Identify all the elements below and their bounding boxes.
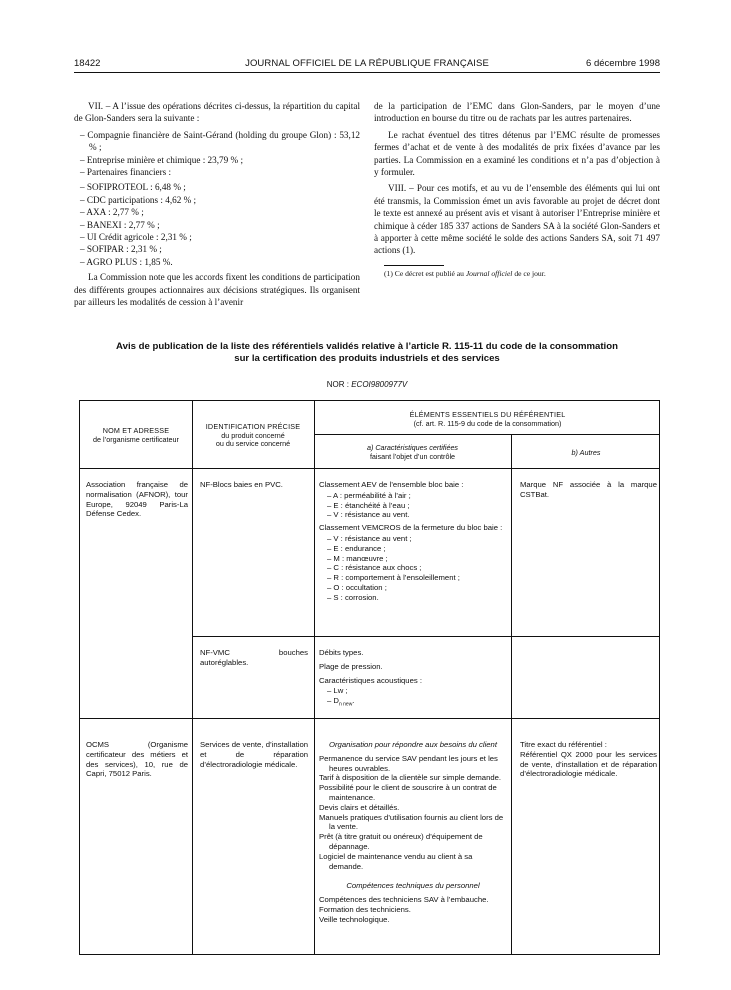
header-essential-elements: ÉLÉMENTS ESSENTIELS DU RÉFÉRENTIEL (cf. art. R. 115-9 du code de la consommation) [409, 410, 566, 428]
section-heading: Organisation pour répondre aux besoins du client [329, 740, 497, 749]
org-afnor: Association française de normalisation (AFNOR), tour Europe, 92049 Paris-La Défense Cedex. [86, 480, 188, 519]
notice-title-line: sur la certification des produits industriels et des services [234, 353, 500, 364]
list-item: – SOFIPROTEOL : 6,48 % ; [80, 181, 360, 193]
list-item: – AGRO PLUS : 1,85 %. [80, 256, 360, 268]
list-item: – A : perméabilité à l’air ; [327, 491, 507, 501]
list-item: – V : résistance au vent ; [327, 534, 507, 544]
list-item: Prêt (à titre gratuit ou onéreux) d’équipement de dépannage. [319, 832, 483, 851]
right-column [374, 100, 660, 279]
left-column [74, 100, 360, 313]
vmc-characteristics: Débits types. Plage de pression. Caractéristiques acoustiques : – Lw ; – $D_{n new}$. [319, 648, 507, 714]
notice-title [74, 341, 660, 365]
page-number: 18422 [74, 58, 101, 69]
list-item: – V : résistance au vent. [327, 510, 507, 520]
list-item: – E : endurance ; [327, 544, 507, 554]
product-nf-blocs-baies: NF-Blocs baies en PVC. [200, 480, 283, 489]
notice-title-line: Avis de publication de la liste des référentiels validés relative à l’article R. 115-11 du code de la consommation [116, 341, 618, 352]
table-divider [192, 401, 193, 954]
table-divider [511, 434, 512, 954]
referentials-table [79, 400, 660, 955]
table-divider [314, 401, 315, 954]
footnote-rule [384, 265, 444, 266]
list-item: – S : corrosion. [327, 593, 507, 603]
header-others: b) Autres [571, 448, 601, 457]
table-divider [80, 718, 659, 719]
list-item: – Entreprise minière et chimique : 23,79 % ; [80, 154, 360, 166]
header-rule [74, 72, 660, 73]
product-nf-vmc: NF-VMC bouches autoréglables. [200, 648, 308, 667]
list-item: Tarif à disposition de la clientèle sur simple demande. [319, 773, 502, 783]
list-item: Manuels pratiques d’utilisation fournis au client lors de la vente. [319, 812, 504, 832]
list-item: Compétences des techniciens SAV à l’embauche. [319, 895, 489, 905]
list-item: – E : étanchéité à l’eau ; [327, 501, 507, 511]
paragraph-buyback: Le rachat éventuel des titres détenus par l’EMC résulte de promesses fermes d’achat et de vente à des modalités de prix fixées d’avance par les parties. La Commission en a examiné les conditions et n’a pas d’objection à y formuler. [374, 129, 660, 178]
ocms-characteristics [319, 740, 507, 925]
list-item: – UI Crédit agricole : 2,31 % ; [80, 231, 360, 243]
header-organisation: NOM ET ADRESSE de l’organisme certificateur [93, 426, 179, 444]
section-heading: Compétences techniques du personnel [346, 881, 480, 891]
table-divider [80, 468, 659, 469]
list-item: – CDC participations : 4,62 % ; [80, 194, 360, 206]
table-divider [192, 636, 659, 637]
list-item: Devis clairs et détaillés. [319, 802, 400, 812]
org-ocms: OCMS (Organisme certificateur des métiers et des services), 10, rue de Capri, 75012 Paris. [86, 740, 188, 779]
header-certified-characteristics: a) Caractéristiques certifiées faisant l’objet d’un contrôle [366, 443, 459, 461]
afnor-other: Marque NF associée à la marque CSTBat. [520, 480, 657, 499]
capital-distribution-list [80, 129, 360, 179]
aev-classification-list [327, 491, 507, 520]
list-item: – M : manœuvre ; [327, 554, 507, 564]
list-item: – $D_{n new}$. [327, 696, 507, 710]
table-divider [314, 434, 659, 435]
financial-partners-list [80, 181, 360, 268]
paragraph-viii: VIII. – Pour ces motifs, et au vu de l’ensemble des éléments qui lui ont été transmis, la Commission émet un avis favorable au projet de décret dont le texte est annexé au présent avis et visant à autoriser l’Entreprise minière et chimique à céder 185 337 actions de Sanders SA à la société Glon-Sanders et à apporter à cette même société le solde des actions Sanders SA, soit 71 497 actions (1). [374, 183, 660, 256]
list-item: – Lw ; [327, 686, 507, 696]
issue-date: 6 décembre 1998 [586, 58, 660, 69]
list-item: – AXA : 2,77 % ; [80, 206, 360, 218]
footnote: (1) Ce décret est publié au Journal officiel de ce jour. [384, 268, 546, 278]
list-item: Logiciel de maintenance vendu au client à sa demande. [319, 851, 473, 871]
list-item: Permanence du service SAV pendant les jours et les heures ouvrables. [319, 753, 498, 773]
vemcros-classification-list [327, 534, 507, 603]
ocms-other: Titre exact du référentiel : Référentiel QX 2000 pour les services de vente, d’installation et de réparation d’électroradiologie médicale. [520, 740, 657, 779]
nor-reference: NOR : ECOI9800977V [326, 380, 408, 389]
list-item: Possibilité pour le client de souscrire à un contrat de maintenance. [319, 783, 497, 802]
paragraph-continuation: de la participation de l’EMC dans Glon-Sanders, par le moyen d’une introduction en bourse du titre ou de rachats par les autres partenaires. [374, 101, 660, 124]
header-identification: IDENTIFICATION PRÉCISE du produit concerné ou du service concerné [205, 422, 301, 449]
list-item: – BANEXI : 2,77 % ; [80, 219, 360, 231]
list-item: – Compagnie financière de Saint-Gérand (holding du groupe Glon) : 53,12 % ; [80, 129, 360, 154]
list-item: – O : occultation ; [327, 583, 507, 593]
paragraph-vii-intro: VII. – A l’issue des opérations décrites ci-dessus, la répartition du capital de Glon-Sanders sera la suivante : [74, 101, 360, 124]
list-item: Veille technologique. [319, 914, 390, 924]
afnor-characteristics: Classement AEV de l’ensemble bloc baie : – A : perméabilité à l’air ; – E : étanchéité à l’eau ; – V : résistance au vent. Classement VEMCROS de la fermeture du bloc baie : – V : résistance au vent ; – E : endurance ; – M : manœuvre ; – C : résistance aux chocs ; – R : comportement à l’ensoleillement ; – O : occultation ; – S : corrosion. [319, 480, 507, 606]
service-electroradiology: Services de vente, d’installation et de réparation d’électroradiologie médicale. [200, 740, 308, 769]
list-item: – SOFIPAR : 2,31 % ; [80, 243, 360, 255]
acoustic-list [327, 686, 507, 710]
list-item: – Partenaires financiers : [80, 166, 360, 178]
journal-title: JOURNAL OFFICIEL DE LA RÉPUBLIQUE FRANÇAISE [245, 58, 489, 69]
paragraph-commission-note: La Commission note que les accords fixent les conditions de participation des différents groupes actionnaires aux décisions stratégiques. Ils organisent par ailleurs les modalités de cession à l’avenir [74, 272, 360, 308]
list-item: Formation des techniciens. [319, 904, 411, 914]
list-item: – C : résistance aux chocs ; [327, 563, 507, 573]
list-item: – R : comportement à l’ensoleillement ; [327, 573, 507, 583]
